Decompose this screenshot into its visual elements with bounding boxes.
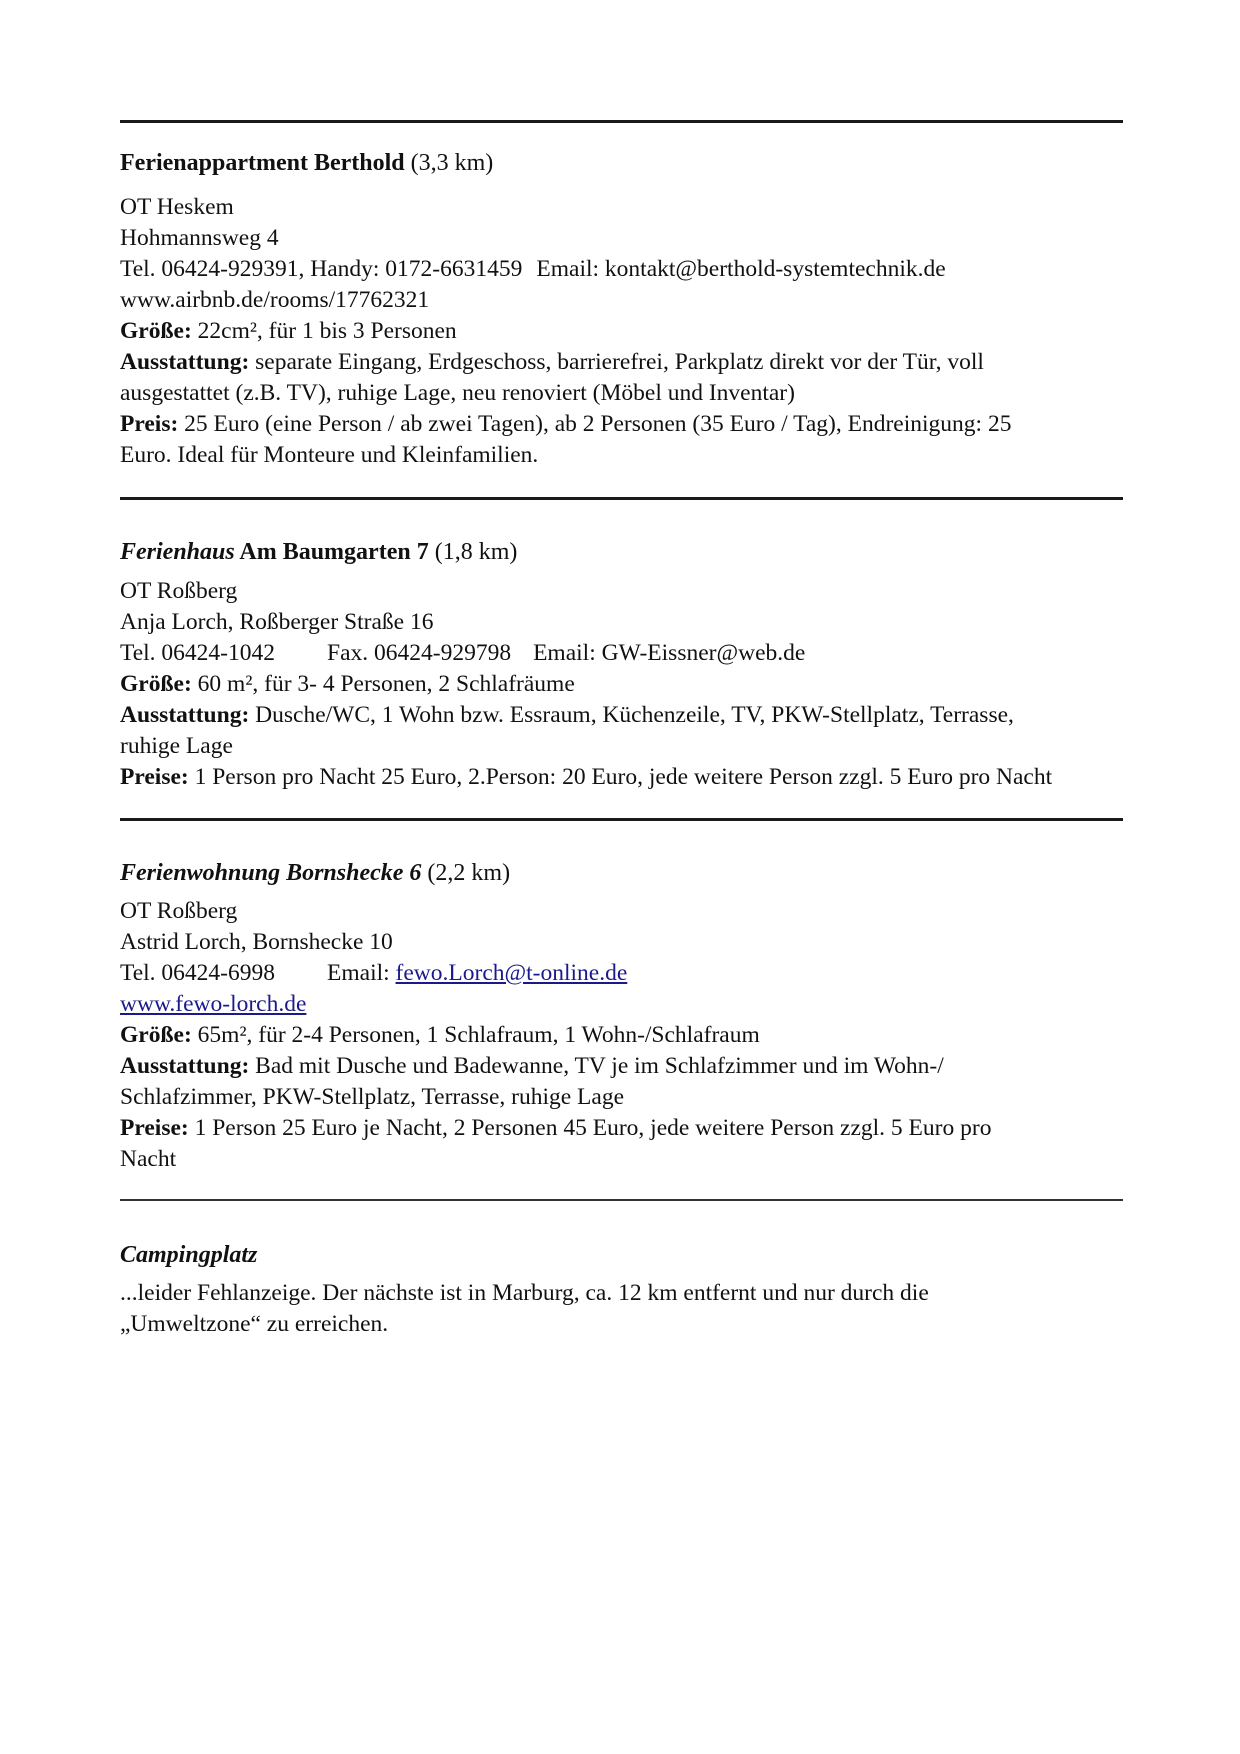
listing-name: Ferienappartment Berthold xyxy=(120,150,405,176)
size-label: Größe: xyxy=(120,1022,192,1048)
contact-fax: Fax. 06424-929798 xyxy=(327,640,512,666)
listing-district: OT Heskem xyxy=(120,194,234,220)
contact-email: Email: kontakt@berthold-systemtechnik.de xyxy=(536,256,946,282)
camping-text-cont: „Umweltzone“ zu erreichen. xyxy=(120,1311,389,1337)
listing-size xyxy=(120,314,457,348)
listing-equipment-cont: ruhige Lage xyxy=(120,733,233,759)
listing-name: Ferienwohnung Bornshecke 6 xyxy=(120,860,422,886)
price-label: Preise: xyxy=(120,764,189,790)
price-label: Preis: xyxy=(120,411,179,437)
listing-size xyxy=(120,667,575,701)
listing-price xyxy=(120,1111,991,1145)
listing-equipment xyxy=(120,1049,944,1083)
listing-price xyxy=(120,760,1052,794)
contact-phone: Tel. 06424-1042 xyxy=(120,640,275,666)
listing-title-baumgarten xyxy=(120,535,517,569)
listing-website: www.airbnb.de/rooms/17762321 xyxy=(120,287,430,313)
equipment-value: separate Eingang, Erdgeschoss, barrierefrei, Parkplatz direkt vor der Tür, voll xyxy=(249,349,984,375)
equipment-value: Dusche/WC, 1 Wohn bzw. Essraum, Küchenzeile, TV, PKW-Stellplatz, Terrasse, xyxy=(249,702,1014,728)
listing-size xyxy=(120,1018,760,1052)
price-value: 25 Euro (eine Person / ab zwei Tagen), ab 2 Personen (35 Euro / Tag), Endreinigung: 25 xyxy=(178,411,1012,437)
size-label: Größe: xyxy=(120,318,192,344)
listing-distance: (1,8 km) xyxy=(428,539,518,565)
size-value: 22cm², für 1 bis 3 Personen xyxy=(191,318,457,344)
listing-website xyxy=(120,987,306,1021)
equipment-value: Bad mit Dusche und Badewanne, TV je im Schlafzimmer und im Wohn-/ xyxy=(249,1053,944,1079)
listing-address: Hohmannsweg 4 xyxy=(120,225,279,251)
camping-title xyxy=(120,1238,257,1272)
size-value: 60 m², für 3- 4 Personen, 2 Schlafräume xyxy=(191,671,575,697)
section-divider xyxy=(120,818,1123,821)
size-label: Größe: xyxy=(120,671,192,697)
listing-name: Am Baumgarten 7 xyxy=(234,539,429,565)
listing-contact xyxy=(120,252,946,286)
listing-price-cont: Euro. Ideal für Monteure und Kleinfamilien. xyxy=(120,442,539,468)
camping-text: ...leider Fehlanzeige. Der nächste ist in Marburg, ca. 12 km entfernt und nur durch die xyxy=(120,1280,929,1306)
listing-distance: (3,3 km) xyxy=(404,150,494,176)
listing-equipment-cont: ausgestattet (z.B. TV), ruhige Lage, neu renoviert (Möbel und Inventar) xyxy=(120,380,795,406)
listing-price xyxy=(120,407,1011,441)
section-divider xyxy=(120,1199,1123,1201)
listing-equipment xyxy=(120,345,984,379)
listing-equipment xyxy=(120,698,1014,732)
contact-phone: Tel. 06424-929391, Handy: 0172-6631459 xyxy=(120,256,523,282)
section-divider xyxy=(120,497,1123,500)
price-value: 1 Person pro Nacht 25 Euro, 2.Person: 20 Euro, jede weitere Person zzgl. 5 Euro pro Nacht xyxy=(188,764,1053,790)
listing-type: Ferienhaus xyxy=(120,539,235,565)
listing-address: Astrid Lorch, Bornshecke 10 xyxy=(120,929,393,955)
price-value: 1 Person 25 Euro je Nacht, 2 Personen 45 Euro, jede weitere Person zzgl. 5 Euro pro xyxy=(188,1115,992,1141)
section-divider xyxy=(120,120,1123,123)
listing-contact xyxy=(120,636,805,670)
listing-contact xyxy=(120,956,627,990)
contact-phone: Tel. 06424-6998 xyxy=(120,960,275,986)
price-label: Preise: xyxy=(120,1115,189,1141)
listing-price-cont: Nacht xyxy=(120,1146,177,1172)
listing-equipment-cont: Schlafzimmer, PKW-Stellplatz, Terrasse, ruhige Lage xyxy=(120,1084,625,1110)
equipment-label: Ausstattung: xyxy=(120,702,250,728)
listing-district: OT Roßberg xyxy=(120,578,238,604)
email-link[interactable]: fewo.Lorch@t-online.de xyxy=(395,960,628,986)
equipment-label: Ausstattung: xyxy=(120,349,250,375)
listing-distance: (2,2 km) xyxy=(421,860,511,886)
listing-title-bornshecke xyxy=(120,856,510,890)
listing-title-berthold xyxy=(120,146,493,180)
size-value: 65m², für 2-4 Personen, 1 Schlafraum, 1 Wohn-/Schlafraum xyxy=(191,1022,760,1048)
listing-district: OT Roßberg xyxy=(120,898,238,924)
website-link[interactable]: www.fewo-lorch.de xyxy=(120,991,307,1017)
camping-heading: Campingplatz xyxy=(120,1242,258,1268)
contact-email-label: Email: xyxy=(327,960,396,986)
contact-email: Email: GW-Eissner@web.de xyxy=(533,640,806,666)
equipment-label: Ausstattung: xyxy=(120,1053,250,1079)
listing-address: Anja Lorch, Roßberger Straße 16 xyxy=(120,609,434,635)
